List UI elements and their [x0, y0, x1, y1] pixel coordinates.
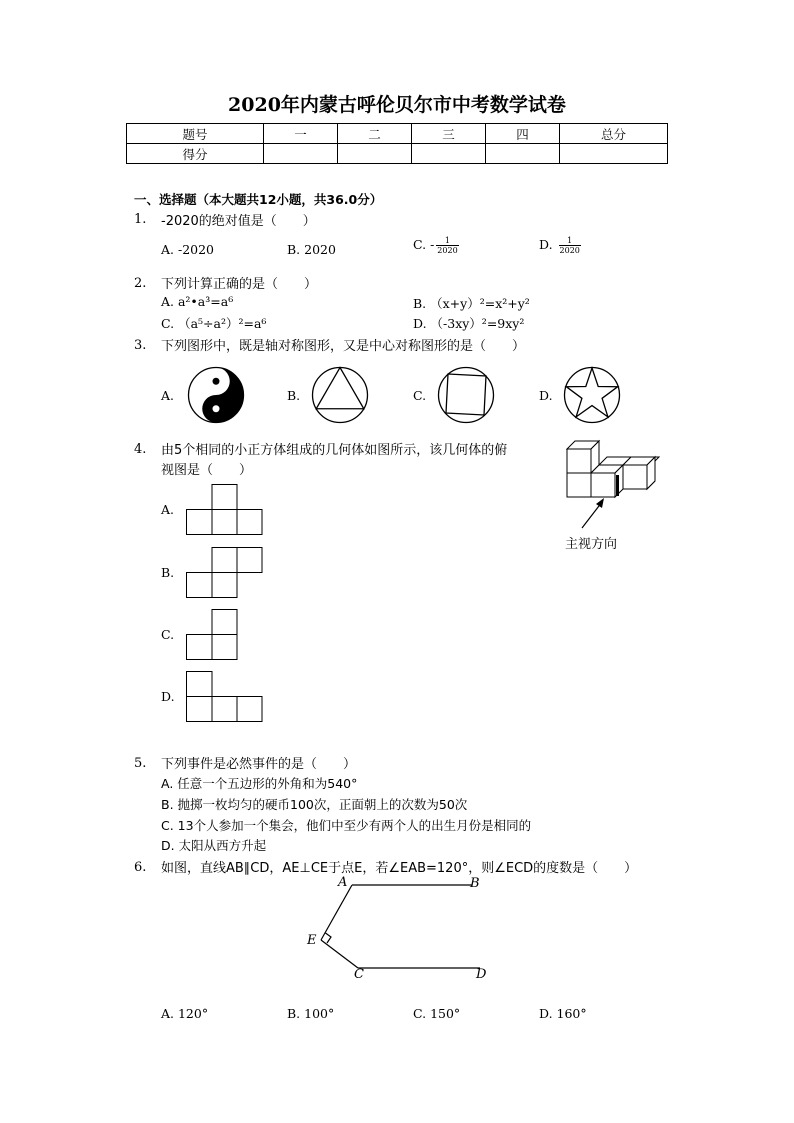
option-d: [539, 236, 581, 255]
point-label-a: A: [338, 875, 348, 890]
score-cell: 一: [264, 124, 338, 144]
score-table-score-row: [127, 144, 668, 164]
score-table: [126, 123, 668, 164]
question-text: 下列图形中，既是轴对称图形，又是中心对称图形的是（ ）: [161, 339, 526, 354]
option-b: B.: [161, 565, 175, 580]
point-label-d: D: [476, 967, 487, 982]
score-cell: 得分: [127, 144, 264, 164]
option-a: A.: [161, 502, 175, 517]
option-a: A. 120°: [161, 1006, 209, 1021]
point-label-b: B: [470, 876, 480, 891]
score-cell: 题号: [127, 124, 264, 144]
view-direction-arrow: [578, 496, 608, 530]
question-number: 6.: [134, 860, 147, 875]
question-number: 4.: [134, 442, 147, 457]
score-cell: [264, 144, 338, 164]
view-direction-label: 主视方向: [565, 537, 618, 552]
fraction: [559, 236, 581, 255]
option-a: A.: [161, 388, 175, 403]
score-cell: 二: [338, 124, 412, 144]
question-text: 如图，直线AB∥CD，AE⊥CE于点E，若∠EAB=120°，则∠ECD的度数是（ ）: [161, 861, 638, 876]
cube-solid-figure: [562, 438, 662, 502]
question-text: 下列计算正确的是（ ）: [161, 277, 318, 292]
option-c-prefix: C. -: [413, 237, 435, 252]
option-b: B. 100°: [287, 1006, 335, 1021]
question-number: 1.: [134, 212, 147, 227]
question-text-line2: 视图是（ ）: [161, 463, 253, 478]
option-c: C. 150°: [413, 1006, 461, 1021]
score-cell: [412, 144, 486, 164]
fraction-denominator: 2020: [559, 246, 580, 255]
option-d: D.: [161, 689, 175, 704]
option-c: [413, 236, 459, 255]
top-view-c-figure: [186, 609, 240, 661]
top-view-b-figure: [186, 547, 264, 599]
option-d: D.: [539, 388, 553, 403]
fraction-denominator: 2020: [437, 246, 458, 255]
score-cell: 四: [486, 124, 560, 144]
option-d-prefix: D.: [539, 237, 557, 252]
score-cell: 三: [412, 124, 486, 144]
option-c: C.: [161, 627, 175, 642]
option-b: B. （x+y）²=x²+y²: [413, 296, 530, 311]
fraction-numerator: 1: [436, 236, 458, 246]
option-d: D. 太阳从西方升起: [161, 838, 267, 853]
circle-star-figure: [563, 366, 621, 424]
score-cell: [338, 144, 412, 164]
fraction-numerator: 1: [559, 236, 581, 246]
score-cell: [560, 144, 668, 164]
top-view-a-figure: [186, 484, 264, 536]
fraction: [436, 236, 458, 255]
question-number: 3.: [134, 338, 147, 353]
circle-triangle-figure: [311, 366, 369, 424]
point-label-e: E: [307, 933, 317, 948]
option-a: A. -2020: [161, 242, 215, 257]
option-c: C. 13个人参加一个集会，他们中至少有两个人的出生月份是相同的: [161, 818, 532, 833]
option-c: C.: [413, 388, 427, 403]
option-d: D. （-3xy）²=9xy²: [413, 316, 525, 331]
yin-yang-figure: [187, 366, 245, 424]
section-heading: 一、选择题（本大题共12小题，共36.0分）: [134, 192, 383, 207]
question-text: 下列事件是必然事件的是（ ）: [161, 757, 357, 772]
question-text-line1: 由5个相同的小正方体组成的几何体如图所示，该几何体的俯: [161, 443, 508, 458]
top-view-d-figure: [186, 671, 264, 723]
circle-square-figure: [437, 366, 495, 424]
option-c: C. （a⁵÷a²）²=a⁶: [161, 316, 267, 331]
option-b: B. 2020: [287, 242, 336, 257]
option-d: D. 160°: [539, 1006, 587, 1021]
option-a: A. a²•a³=a⁶: [161, 294, 234, 309]
option-b: B. 抛掷一枚均匀的硬币100次，正面朝上的次数为50次: [161, 797, 468, 812]
option-b: B.: [287, 388, 301, 403]
option-a: A. 任意一个五边形的外角和为540°: [161, 776, 358, 791]
score-cell: 总分: [560, 124, 668, 144]
score-cell: [486, 144, 560, 164]
score-table-header-row: [127, 124, 668, 144]
page-title: 2020年内蒙古呼伦贝尔市中考数学试卷: [228, 94, 566, 116]
question-text: -2020的绝对值是（ ）: [161, 214, 316, 229]
question-number: 2.: [134, 276, 147, 291]
question-number: 5.: [134, 756, 147, 771]
point-label-c: C: [354, 967, 364, 982]
